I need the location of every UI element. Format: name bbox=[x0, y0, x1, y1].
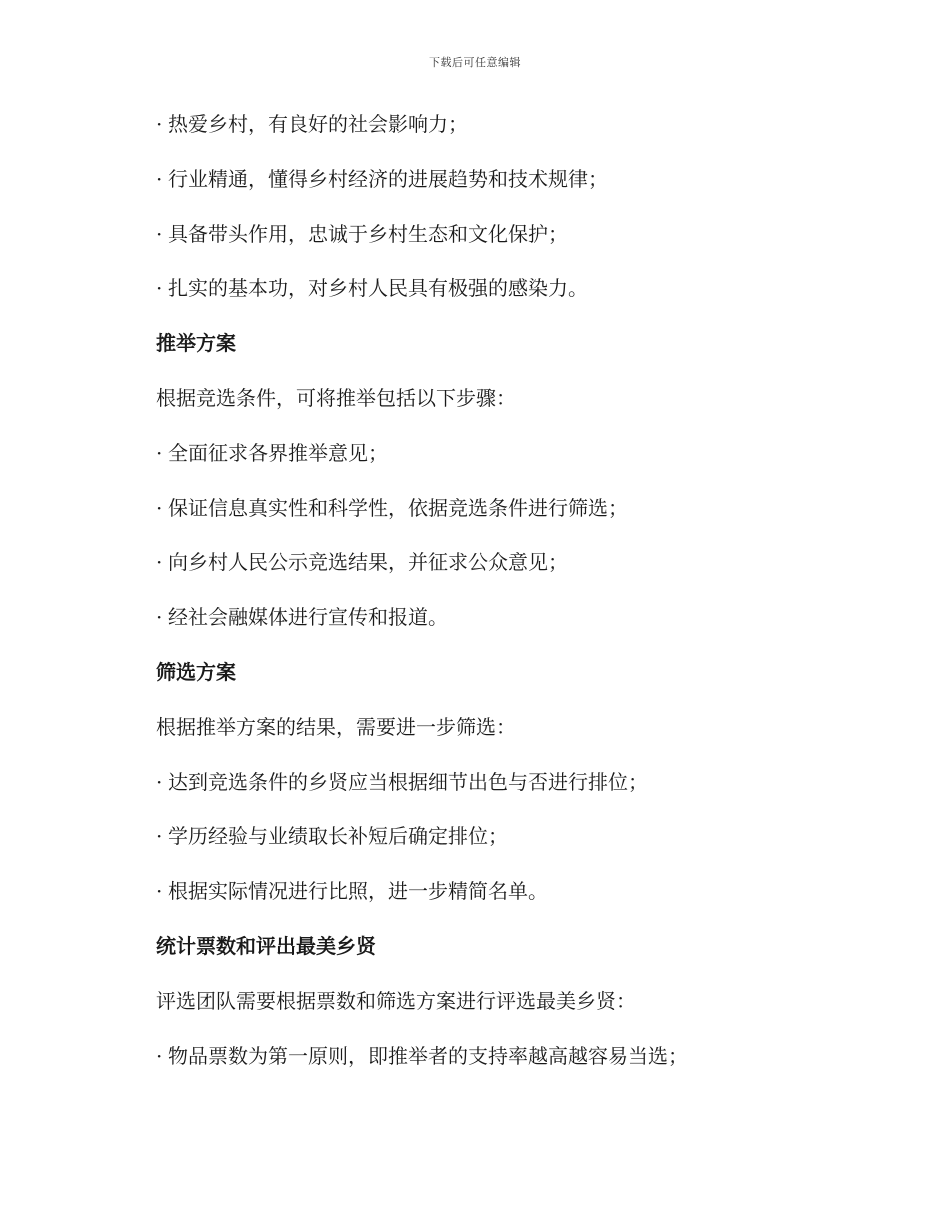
bullet-text: 热爱乡村，有良好的社会影响力； bbox=[168, 112, 468, 136]
bullet-item bbox=[156, 494, 856, 522]
bullet-dot-icon: · bbox=[156, 495, 163, 520]
document-body bbox=[156, 110, 856, 1096]
bullet-text: 向乡村人民公示竞选结果，并征求公众意见； bbox=[168, 550, 568, 575]
bullet-dot-icon: · bbox=[156, 550, 163, 575]
bullet-dot-icon: · bbox=[156, 605, 163, 630]
section-heading: 筛选方案 bbox=[156, 659, 236, 684]
bullet-text: 行业精通，懂得乡村经济的进展趋势和技术规律； bbox=[168, 166, 608, 191]
bullet-text: 保证信息真实性和科学性，依据竞选条件进行筛选； bbox=[168, 495, 628, 520]
bullet-dot-icon: · bbox=[156, 112, 163, 136]
page-header-note: 下载后可任意编辑 bbox=[429, 56, 521, 69]
paragraph: 根据竞选条件，可将推举包括以下步骤： bbox=[156, 385, 516, 410]
bullet-dot-icon: · bbox=[156, 1043, 163, 1068]
bullet-item bbox=[156, 220, 856, 248]
bullet-dot-icon: · bbox=[156, 440, 163, 465]
bullet-text: 学历经验与业绩取长补短后确定排位； bbox=[168, 824, 508, 849]
bullet-text: 经社会融媒体进行宣传和报道。 bbox=[168, 605, 448, 630]
bullet-dot-icon: · bbox=[156, 824, 163, 849]
bullet-item bbox=[156, 110, 856, 138]
bullet-item bbox=[156, 548, 856, 576]
bullet-text: 达到竞选条件的乡贤应当根据细节出色与否进行排位； bbox=[168, 769, 648, 794]
bullet-dot-icon: · bbox=[156, 166, 163, 191]
bullet-item bbox=[156, 274, 856, 302]
bullet-text: 扎实的基本功，对乡村人民具有极强的感染力。 bbox=[168, 276, 588, 301]
bullet-item bbox=[156, 603, 856, 631]
bullet-text: 物品票数为第一原则，即推举者的支持率越高越容易当选； bbox=[168, 1043, 688, 1068]
bullet-item bbox=[156, 822, 856, 850]
bullet-dot-icon: · bbox=[156, 276, 163, 301]
bullet-text: 具备带头作用，忠诚于乡村生态和文化保护； bbox=[168, 221, 568, 246]
bullet-dot-icon: · bbox=[156, 769, 163, 794]
bullet-item bbox=[156, 877, 856, 905]
section-heading: 推举方案 bbox=[156, 331, 236, 356]
bullet-dot-icon: · bbox=[156, 221, 163, 246]
paragraph: 评选团队需要根据票数和筛选方案进行评选最美乡贤： bbox=[156, 988, 636, 1013]
bullet-item bbox=[156, 1042, 856, 1070]
bullet-text: 根据实际情况进行比照，进一步精简名单。 bbox=[168, 879, 548, 904]
bullet-item bbox=[156, 439, 856, 467]
bullet-item bbox=[156, 768, 856, 796]
bullet-dot-icon: · bbox=[156, 879, 163, 904]
paragraph: 根据推举方案的结果，需要进一步筛选： bbox=[156, 714, 516, 739]
section-heading: 统计票数和评出最美乡贤 bbox=[156, 933, 376, 958]
bullet-text: 全面征求各界推举意见； bbox=[168, 440, 388, 465]
bullet-item bbox=[156, 165, 856, 193]
